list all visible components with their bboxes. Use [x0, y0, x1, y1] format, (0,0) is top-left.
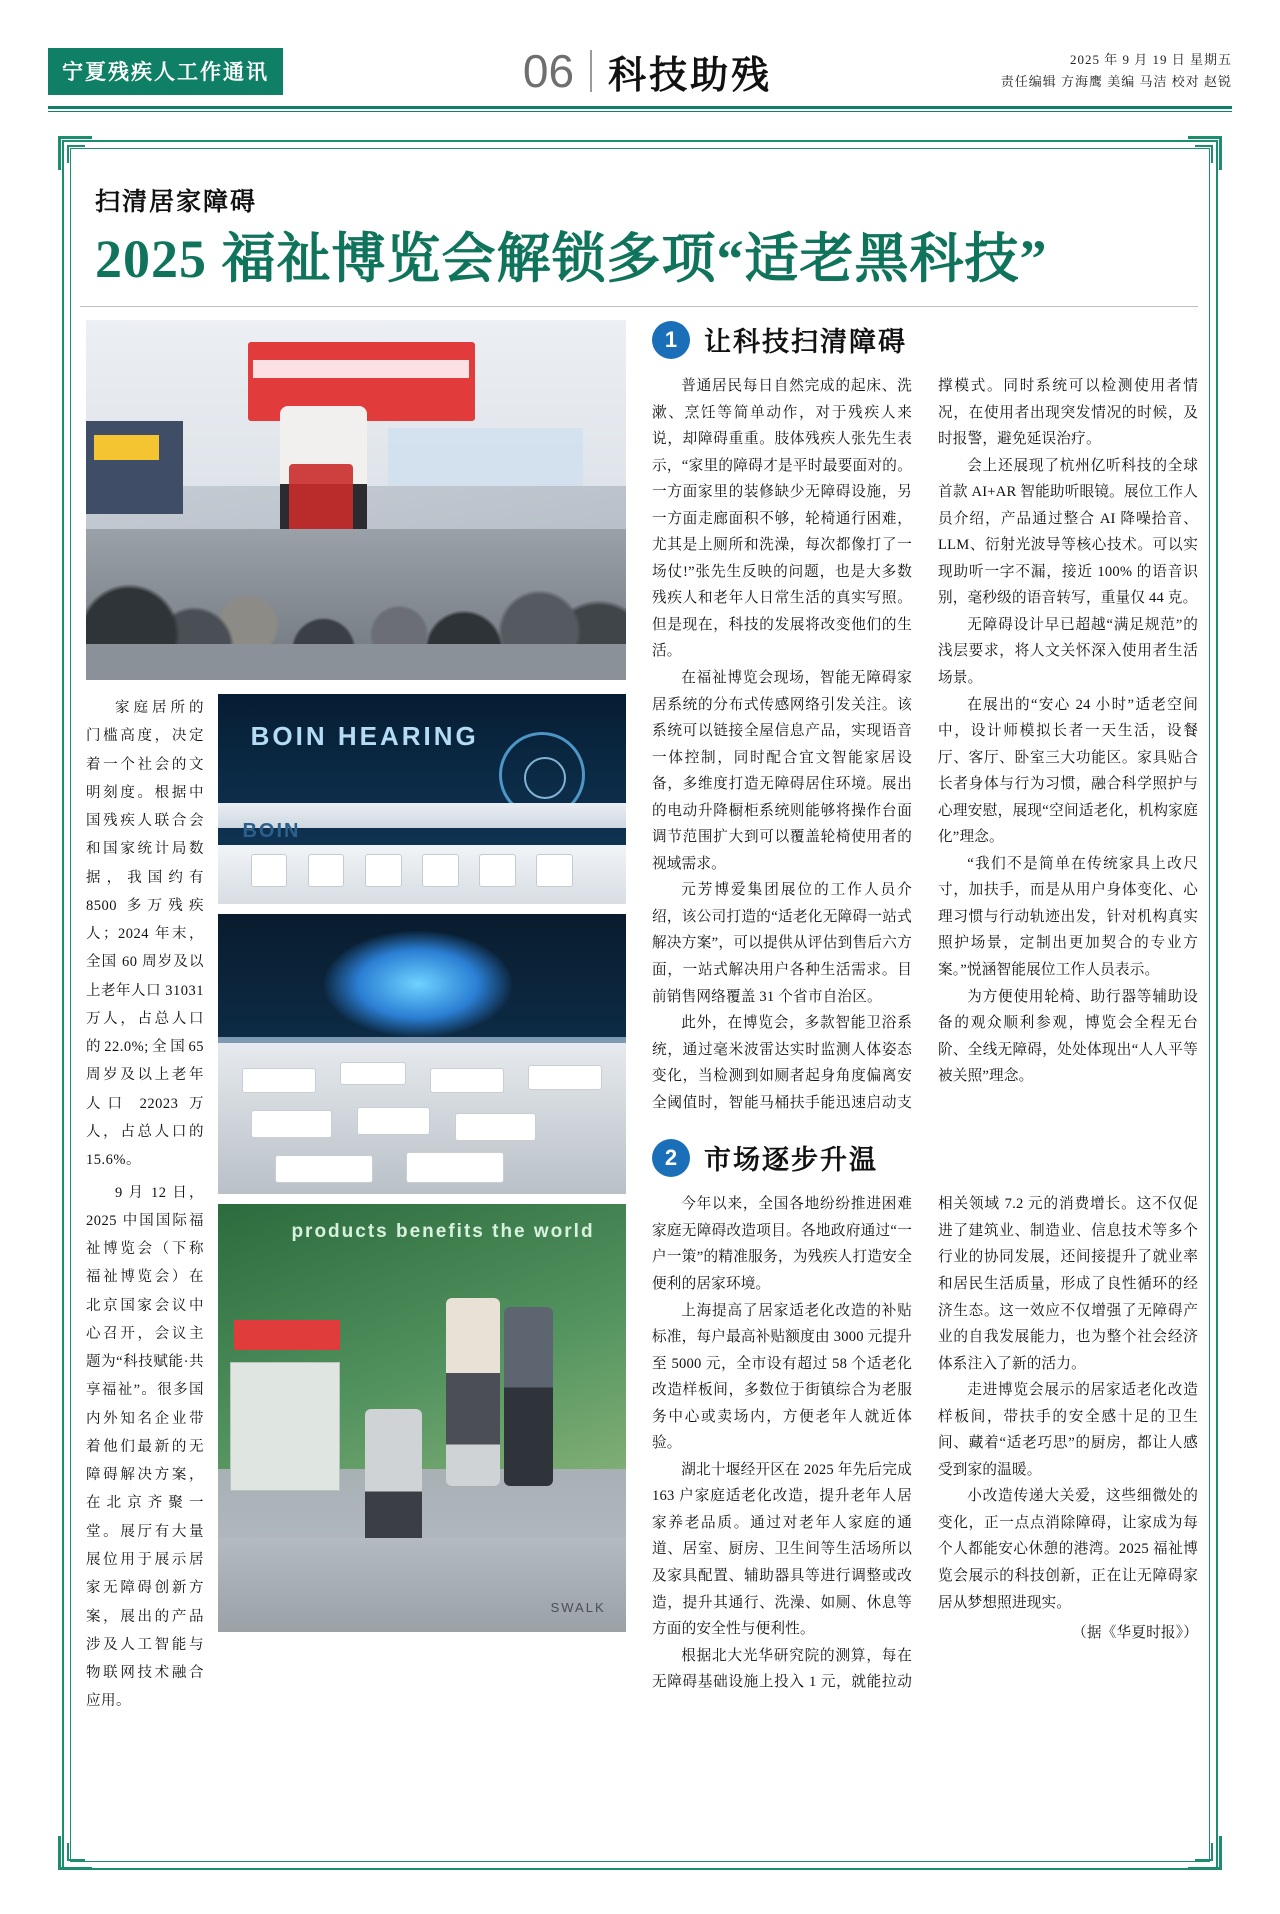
masthead-rule-thick	[48, 106, 1232, 109]
headline-block	[95, 182, 1190, 289]
masthead-rule-thin	[48, 111, 1232, 112]
headline-rule	[80, 306, 1198, 307]
masthead-meta	[982, 49, 1232, 93]
article-content	[86, 320, 1198, 1840]
body-paragraph: 走进博览会展示的居家适老化改造样板间，带扶手的安全感十足的卫生间、藏着“适老巧思”的厨房，都让人感受到家的温暖。	[938, 1382, 1198, 1478]
section-number-badge: 2	[652, 1139, 690, 1177]
body-paragraph: 此外，在博览会，多款智能卫浴系统，通过毫米波雷达实时监测人体姿态变化，当检测到如厕者起身角度偏离安全阈值时，智能马桶扶手能迅速启动支撑模式。同时系统可以检测使用者情况，在使用者出现突发情况的时候，及时报警，避免延误治疗。	[652, 378, 1198, 1111]
frame-corner-top-left	[58, 136, 92, 170]
lead-paragraph: 家庭居所的门槛高度，决定着一个社会的文明刻度。根据中国残疾人联合会和国家统计局数据，我国约有8500 多万残疾人；2024 年末，全国 60 周岁及以上老年人口 31031万人，占总人口的22.0%;全国65周岁及以上老年人口 22023 万人，占总人口的 15.6%。	[86, 700, 204, 1169]
body-paragraph: 会上还展现了杭州亿听科技的全球首款 AI+AR 智能助听眼镜。展位工作人员介绍，产品通过整合 AI 降噪拾音、LLM、衍射光波导等核心技术。可以实现助听一字不漏，接近 100% 的语音识别，毫秒级的语音转写，重量仅 44 克。	[938, 457, 1198, 607]
masthead-center	[313, 44, 982, 99]
section-title: 科技助残	[608, 54, 773, 97]
headline-title: 2025 福祉博览会解锁多项“适老黑科技”	[95, 229, 1048, 289]
source-text: （据《华夏时报》）	[1072, 1625, 1198, 1642]
section-body-2	[652, 1191, 1198, 1695]
body-paragraph: 今年以来，全国各地纷纷推进困难家庭无障碍改造项目。各地政府通过“一户一策”的精准服务，为残疾人打造安全便利的居家环境。	[652, 1196, 912, 1292]
section-header-2	[652, 1138, 1198, 1177]
page-number: 06	[522, 45, 575, 97]
lead-paragraph: 9 月 12 日，2025 中国国际福祉博览会（下称福祉博览会）在北京国家会议中心召开，会议主题为“科技赋能·共享福祉”。很多国内外知名企业带着他们最新的无障碍解决方案，在北京齐聚一堂。展厅有大量展位用于展示居家无障碍创新方案，展出的产品涉及人工智能与物联网技术融合应用。	[86, 1184, 204, 1710]
masthead	[48, 40, 1232, 102]
frame-corner-bottom-left	[58, 1836, 92, 1870]
body-paragraph: “我们不是简单在传统家具上改尺寸，加扶手，而是从用户身体变化、心理习惯与行动轨迹出发，针对机构真实照护场景，定制出更加契合的专业方案。”悦涵智能展位工作人员表示。	[938, 855, 1198, 979]
body-paragraph: 湖北十堰经开区在 2025 年先后完成 163 户家庭适老化改造，提升老年人居家养老品质。通过对老年人家庭的通道、居室、厨房、卫生间等生活场所以及家具配置、辅助器具等进行调整或改造，提升其通行、洗澡、如厕、休息等方面的安全性与便利性。	[652, 1461, 912, 1638]
body-paragraph: 无障碍设计早已超越“满足规范”的浅层要求，将人文关怀深入使用者生活场景。	[938, 616, 1198, 687]
section-heading: 让科技扫清障碍	[704, 327, 907, 357]
editorial-staff: 责任编辑 方海鹰 美编 马洁 校对 赵锐	[1000, 74, 1232, 89]
body-paragraph: 在福祉博览会现场，智能无障碍家居系统的分布式传感网络引发关注。该系统可以链接全屋信息产品，实现语音一体控制，同时配合宜文智能家居设备，多维度打造无障碍居住环境。展出的电动升降橱柜系统则能够将操作台面调节范围扩大到可以覆盖轮椅使用者的视域需求。	[652, 670, 912, 872]
body-paragraph: 在展出的“安心 24 小时”适老空间中，设计师模拟长者一天生活，设餐厅、客厅、卧室三大功能区。家具贴合长者身体与行为习惯，融合科学照护与心理安慰，展现“空间适老化，机构家庭化”理念。	[938, 696, 1198, 846]
body-paragraph: 为方便使用轮椅、助行器等辅助设备的观众顺利参观，博览会全程无台阶、全线无障碍，处处体现出“人人平等被关照”理念。	[938, 988, 1198, 1085]
photo-brain-hologram-display	[218, 914, 626, 1194]
article-source	[938, 1620, 1198, 1647]
photo-boin-hearing-booth: BOIN HEARING BOIN	[218, 694, 626, 904]
frame-corner-bottom-right	[1188, 1836, 1222, 1870]
section-heading: 市场逐步升温	[704, 1145, 878, 1176]
photo-stack	[218, 694, 626, 1632]
body-paragraph: 上海提高了居家适老化改造的补贴标准，每户最高补贴额度由 3000 元提升至 5000 元，全市设有超过 58 个适老化改造样板间，多数位于街镇综合为老服务中心或卖场内，方便老年人就近体验。	[652, 1302, 912, 1452]
body-paragraph: 普通居民每日自然完成的起床、洗漱、烹饪等简单动作，对于残疾人来说，却障碍重重。肢体残疾人张先生表示，“家里的障碍才是平时最要面对的。一方面家里的装修缺少无障碍设施，另一方面走廊面积不够，轮椅通行困难，尤其是上厕所和洗澡，每次都像打了一场仗!”张先生反映的问题，也是大多数残疾人和老年人日常生活的真实写照。但是现在，科技的发展将改变他们的生活。	[652, 378, 912, 660]
section-body-1	[652, 373, 1198, 1116]
publication-logo: 宁夏残疾人工作通讯	[48, 48, 283, 95]
photo-prosthetic-demo: products benefits the world SWALK	[218, 1204, 626, 1632]
lead-text-column	[86, 694, 204, 1834]
body-paragraph: 小改造传递大关爱，这些细微处的变化，正一点点消除障碍，让家成为每个人都能安心休憩的港湾。2025 福祉博览会展示的科技创新，正在让无障碍家居从梦想照进现实。	[938, 1488, 1198, 1611]
main-text-zone	[652, 320, 1198, 1696]
frame-corner-top-right	[1188, 136, 1222, 170]
masthead-divider	[590, 50, 592, 92]
section-number-badge: 1	[652, 321, 690, 359]
section-header-1	[652, 320, 1198, 359]
body-paragraph: 根据北大光华研究院的测算，每在无障碍基础设施上投入 1 元，就能拉动相关领域 7.2 元的消费增长。这不仅促进了建筑业、制造业、信息技术等多个行业的协同发展，还间接提升了就业率和居民生活质量，形成了良性循环的经济生态。这一效应不仅增强了无障碍产业的自我发展能力，也为整个社会经济体系注入了新的活力。	[652, 1196, 1198, 1691]
body-paragraph: 元芳博爱集团展位的工作人员介绍，该公司打造的“适老化无障碍一站式解决方案”，可以提供从评估到售后六方面，一站式解决用户各种生活需求。目前销售网络覆盖 31 个省市自治区。	[652, 882, 912, 1005]
headline-kicker: 扫清居家障碍	[95, 189, 258, 216]
photo-exhibition-hall	[86, 320, 626, 680]
publication-date: 2025 年 9 月 19 日 星期五	[1069, 51, 1232, 67]
